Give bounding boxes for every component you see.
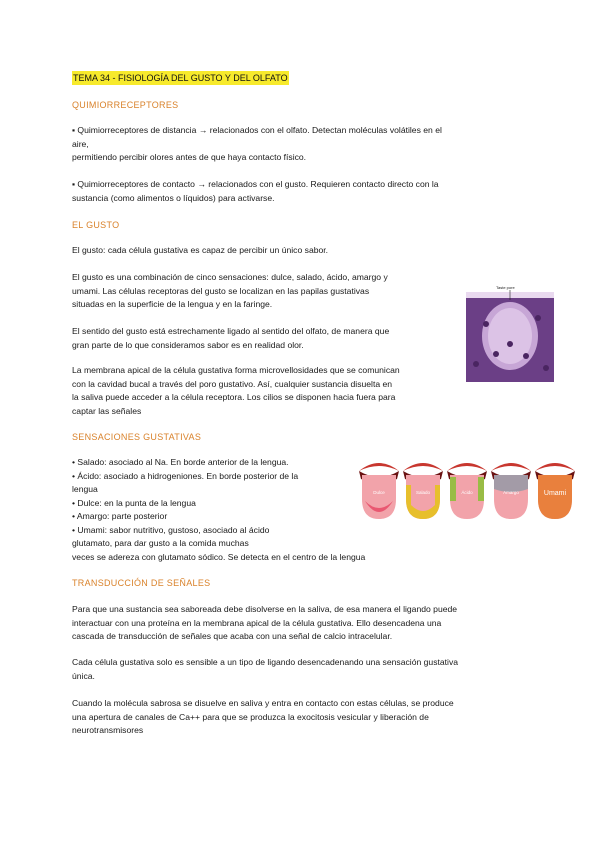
text-line: El sentido del gusto está estrechamente ligado al sentido del olfato, de manera que xyxy=(72,326,390,336)
tongue-4 xyxy=(491,463,531,519)
text-line: Cuando la molécula sabrosa se disuelve en saliva y entra en contacto con estas células, se produce xyxy=(72,698,454,708)
text-line: El gusto es una combinación de cinco sensaciones: dulce, salado, ácido, amargo y xyxy=(72,272,388,282)
text-line: con la cavidad bucal a través del poro gustativo. Así, cualquier sustancia disuelta en xyxy=(72,378,393,389)
list-item: glutamato, para dar gusto a la comida muchas xyxy=(72,538,249,548)
list-item: veces se adereza con glutamato sódico. Se detecta en el centro de la lengua xyxy=(72,551,366,562)
taste-region xyxy=(538,475,572,519)
section-heading-sensaciones: SENSACIONES GUSTATIVAS xyxy=(72,432,202,442)
taste-bud-micrograph xyxy=(466,284,554,382)
lips-shape xyxy=(359,463,399,471)
tongue-taste-figure xyxy=(357,457,579,521)
cell-nucleus xyxy=(483,321,489,327)
text-line: Cada célula gustativa solo es sensible a un tipo de ligando desencadenando una sensación gustativa xyxy=(72,657,459,667)
text-line: Para que una sustancia sea saboreada debe disolverse en la saliva, de esa manera el ligando puede xyxy=(72,604,458,614)
list-item: lengua xyxy=(72,484,98,494)
lips-shape xyxy=(535,463,575,471)
tongue-body xyxy=(362,475,396,519)
paragraph-transduccion-3 xyxy=(72,697,454,738)
list-item: • Ácido: asociado a hidrogeniones. En borde posterior de la xyxy=(72,470,299,481)
section-heading-gusto: EL GUSTO xyxy=(72,220,120,230)
text-line: neurotransmisores xyxy=(72,725,144,735)
text-line: una apertura de canales de Ca++ para que se produzca la exocitosis vesicular y liberación de xyxy=(72,711,429,722)
taste-pore-label: Taste pore xyxy=(496,285,515,290)
section-heading-transduccion: TRANSDUCCIÓN DE SEÑALES xyxy=(72,578,211,588)
text-line: permitiendo percibir olores antes de que haya contacto físico. xyxy=(72,152,307,162)
lips-shape xyxy=(403,463,443,471)
tongue-3 xyxy=(447,463,487,519)
cell-nucleus xyxy=(493,351,499,357)
tongue-2 xyxy=(403,463,443,519)
paragraph-quimio-distancia xyxy=(72,124,532,165)
tongue-label: Dulce xyxy=(373,490,385,495)
tongue-label: Ácido xyxy=(461,490,473,495)
text-line: ▪ Quimiorreceptores de contacto → relacionados con el gusto. Requieren contacto directo con la xyxy=(72,179,439,189)
text-line: sustancia (como alimentos o líquidos) para activarse. xyxy=(72,192,275,203)
text-line: La membrana apical de la célula gustativa forma microvellosidades que se comunican xyxy=(72,365,400,375)
cell-nucleus xyxy=(535,315,541,321)
text-line: El gusto: cada célula gustativa es capaz de percibir un único sabor. xyxy=(72,245,329,255)
text-line: situadas en la superficie de la lengua y en la faringe. xyxy=(72,299,273,309)
paragraph-gusto-4 xyxy=(72,364,400,418)
lips-shape xyxy=(447,463,487,471)
cell-nucleus xyxy=(507,341,513,347)
text-line: aire, xyxy=(72,138,89,149)
cell-nucleus xyxy=(523,353,529,359)
list-item: • Dulce: en la punta de la lengua xyxy=(72,497,196,508)
cell-nucleus xyxy=(543,365,549,371)
paragraph-transduccion-2 xyxy=(72,656,458,683)
tongue-5 xyxy=(535,463,575,519)
lips-shape xyxy=(491,463,531,471)
text-line: cascada de transducción de señales que acaba con una señal de calcio intracelular. xyxy=(72,631,393,641)
paragraph-transduccion-1 xyxy=(72,603,457,644)
tongue-label: Amargo xyxy=(503,490,519,495)
list-item: • Umami: sabor nutritivo, gustoso, asociado al ácido xyxy=(72,524,270,535)
tongue-label: Umami xyxy=(543,490,567,497)
section-heading-quimiorreceptores: QUIMIORRECEPTORES xyxy=(72,100,179,110)
list-sensaciones xyxy=(72,456,365,564)
paragraph-gusto-3 xyxy=(72,325,389,352)
text-line: la saliva puede acceder a la célula receptora. Los cilios se disponen hacia fuera para xyxy=(72,392,396,402)
text-line: interactuar con una proteína en la membrana apical de la célula gustativa. Ello desencadena una xyxy=(72,617,442,628)
text-line: única. xyxy=(72,670,95,681)
text-line: gran parte de lo que consideramos sabor es en realidad olor. xyxy=(72,339,304,350)
text-line: ▪ Quimiorreceptores de distancia → relacionados con el olfato. Detectan moléculas volátiles en el xyxy=(72,125,442,135)
cell-nucleus xyxy=(473,361,479,367)
text-line: umami. Las células receptoras del gusto se localizan en las papilas gustativas xyxy=(72,285,370,296)
list-item: • Salado: asociado al Na. En borde anterior de la lengua. xyxy=(72,457,289,467)
paragraph-gusto-1 xyxy=(72,244,328,258)
list-item: • Amargo: parte posterior xyxy=(72,511,168,521)
paragraph-gusto-2 xyxy=(72,271,388,312)
tongue-label: Salado xyxy=(415,490,431,495)
tongue-1 xyxy=(359,463,399,519)
page-title: TEMA 34 - FISIOLOGÍA DEL GUSTO Y DEL OLFATO xyxy=(73,73,288,83)
paragraph-quimio-contacto xyxy=(72,178,532,205)
text-line: captar las señales xyxy=(72,405,142,416)
